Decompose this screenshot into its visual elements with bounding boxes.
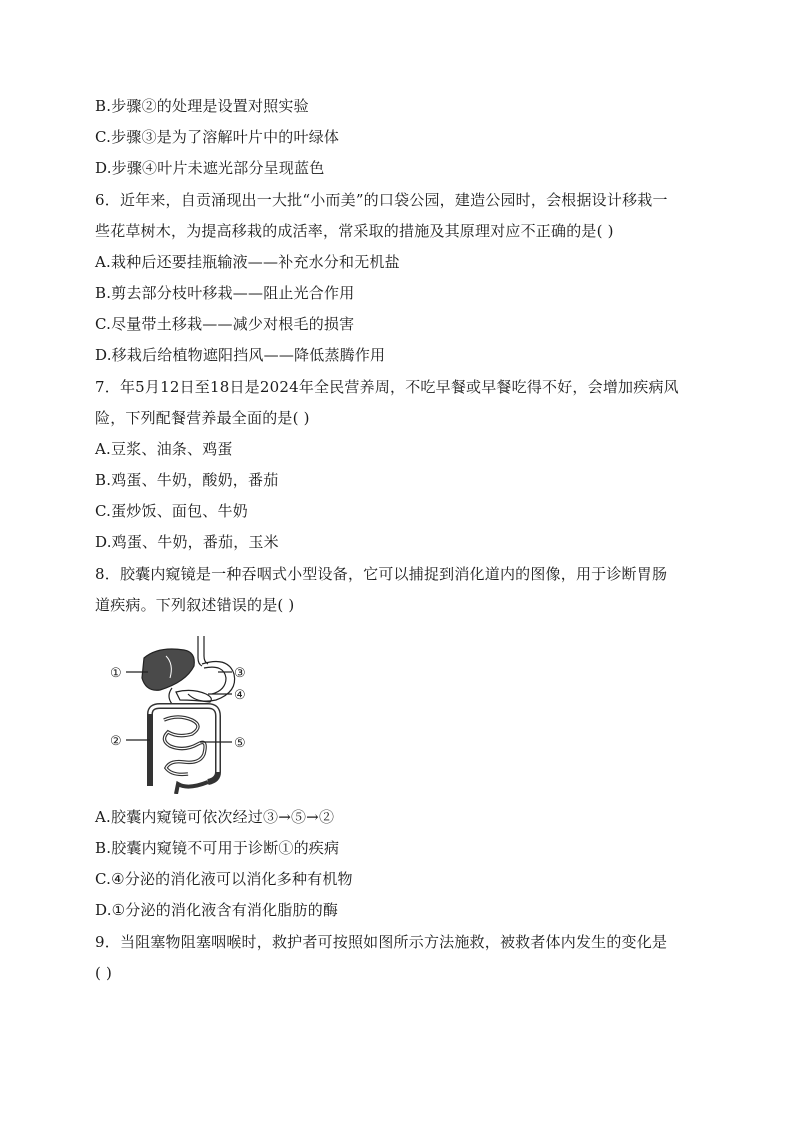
q8-stem-line-2: 道疾病。下列叙述错误的是( ) <box>95 596 295 614</box>
digestive-system-figure <box>108 634 258 794</box>
q8-option-c: C.④分泌的消化液可以消化多种有机物 <box>95 870 353 888</box>
q5-option-c: C.步骤③是为了溶解叶片中的叶绿体 <box>95 128 340 146</box>
q8-stem-line-1: 8．胶囊内窥镜是一种吞咽式小型设备，它可以捕捉到消化道内的图像，用于诊断胃肠 <box>95 565 668 583</box>
q6-option-d: D.移栽后给植物遮阳挡风——降低蒸腾作用 <box>95 346 386 364</box>
q6-option-b: B.剪去部分枝叶移栽——阻止光合作用 <box>95 284 355 302</box>
q7-stem-line-2: 险，下列配餐营养最全面的是( ) <box>95 409 310 427</box>
esophagus-shape-2 <box>198 636 202 666</box>
stomach-inner <box>204 667 226 694</box>
q5-option-d: D.步骤④叶片未遮光部分呈现蓝色 <box>95 159 325 177</box>
q7-option-a: A.豆浆、油条、鸡蛋 <box>95 440 233 458</box>
label-1: ① <box>110 666 122 681</box>
liver-shape <box>142 649 194 690</box>
q6-stem-line-2: 些花草树木，为提高移栽的成活率，常采取的措施及其原理对应不正确的是( ) <box>95 222 614 240</box>
label-4: ④ <box>234 688 246 703</box>
q6-option-c: C.尽量带土移栽——减少对根毛的损害 <box>95 315 355 333</box>
rectum-shape <box>176 782 208 794</box>
q8-option-a: A.胶囊内窥镜可依次经过③→⑤→② <box>95 808 335 826</box>
q7-stem-line-1: 7．年5月12日至18日是2024年全民营养周，不吃早餐或早餐吃得不好，会增加疾病风 <box>95 378 679 396</box>
label-2: ② <box>110 734 122 749</box>
q7-option-c: C.蛋炒饭、面包、牛奶 <box>95 502 248 520</box>
q5-option-b: B.步骤②的处理是设置对照实验 <box>95 97 309 115</box>
q7-option-b: B.鸡蛋、牛奶，酸奶，番茄 <box>95 471 279 489</box>
digestive-system-diagram <box>108 634 258 794</box>
label-5: ⑤ <box>234 736 246 751</box>
label-3: ③ <box>234 666 246 681</box>
q8-option-d: D.①分泌的消化液含有消化脂肪的酶 <box>95 901 339 919</box>
q6-stem-line-1: 6．近年来，自贡涌现出一大批“小而美”的口袋公园，建造公园时，会根据设计移栽一 <box>95 191 668 209</box>
q8-option-b: B.胶囊内窥镜不可用于诊断①的疾病 <box>95 839 340 857</box>
q7-option-d: D.鸡蛋、牛奶，番茄，玉米 <box>95 533 279 551</box>
pancreas-shape <box>176 690 211 702</box>
esophagus-shape <box>204 636 208 664</box>
q6-option-a: A.栽种后还要挂瓶输液——补充水分和无机盐 <box>95 253 400 271</box>
q9-stem-line-2: ( ) <box>95 964 113 982</box>
q9-stem-line-1: 9．当阻塞物阻塞咽喉时，救护者可按照如图所示方法施救，被救者体内发生的变化是 <box>95 933 668 951</box>
